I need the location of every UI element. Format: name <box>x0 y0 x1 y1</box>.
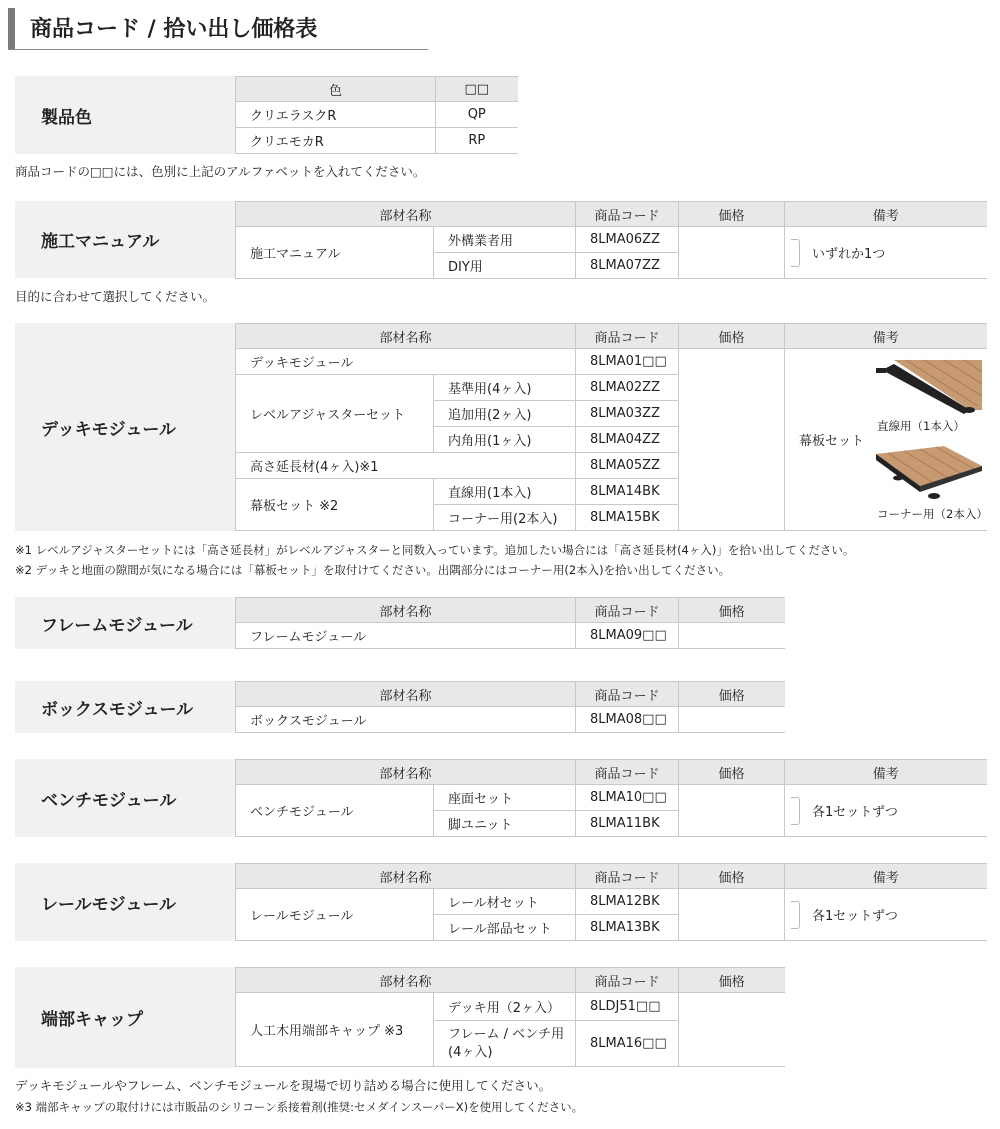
item-sub: DIY用 <box>434 253 576 279</box>
item-code: 8LDJ51□□ <box>576 993 679 1021</box>
manual-table <box>235 201 987 279</box>
header-code-suffix: □□ <box>436 77 518 102</box>
item-sub: 追加用(2ヶ入) <box>434 401 576 427</box>
manual-note: 目的に合わせて選択してください。 <box>15 289 216 304</box>
price-cell <box>679 349 785 531</box>
header-price: 価格 <box>679 202 785 227</box>
header-remark: 備考 <box>785 760 987 785</box>
header-price: 価格 <box>679 864 785 889</box>
item-name: 幕板セット ※2 <box>236 479 434 531</box>
remark-text: いずれか1つ <box>812 247 886 262</box>
section-label-color: 製品色 <box>15 76 235 154</box>
remark-text: 各1セットずつ <box>812 909 898 924</box>
item-code: 8LMA07ZZ <box>576 253 679 279</box>
deck-note-1: ※1 レベルアジャスターセットには「高さ延長材」がレベルアジャスターと同数入っています。追加したい場合には「高さ延長材(4ヶ入)」を拾い出してください。 <box>15 543 855 557</box>
remark-cell <box>785 227 987 279</box>
cap-table <box>235 967 785 1067</box>
cap-note-2: ※3 端部キャップの取付けには市販品のシリコーン系接着剤(推奨:セメダインスーパーX)を使用してください。 <box>15 1100 584 1114</box>
header-price: 価格 <box>679 598 785 623</box>
item-name: フレームモジュール <box>236 623 576 649</box>
item-sub: レール材セット <box>434 889 576 915</box>
header-name: 部材名称 <box>236 968 576 993</box>
header-price: 価格 <box>679 682 785 707</box>
item-sub: 座面セット <box>434 785 576 811</box>
remark-text: 幕板セット <box>799 434 865 449</box>
page-title: 商品コード / 拾い出し価格表 <box>30 17 318 42</box>
brace-mark <box>791 797 800 825</box>
header-code: 商品コード <box>576 760 679 785</box>
page-header <box>8 8 428 50</box>
item-sub: 外構業者用 <box>434 227 576 253</box>
title-underline <box>8 49 428 50</box>
item-code: 8LMA03ZZ <box>576 401 679 427</box>
remark-cell <box>785 785 987 837</box>
price-cell <box>679 889 785 941</box>
color-name: クリエモカR <box>236 128 436 154</box>
header-name: 部材名称 <box>236 598 576 623</box>
frame-table <box>235 597 785 649</box>
brace-mark <box>791 239 800 267</box>
item-code: 8LMA12BK <box>576 889 679 915</box>
item-name: デッキモジュール <box>236 349 576 375</box>
item-code: 8LMA02ZZ <box>576 375 679 401</box>
section-label-deck: デッキモジュール <box>15 323 235 531</box>
header-code: 商品コード <box>576 682 679 707</box>
color-code: RP <box>436 128 518 154</box>
item-sub: フレーム / ベンチ用 (4ヶ入) <box>434 1021 576 1067</box>
item-code: 8LMA14BK <box>576 479 679 505</box>
header-name: 部材名称 <box>236 760 576 785</box>
item-sub: 基準用(4ヶ入) <box>434 375 576 401</box>
rail-table <box>235 863 987 941</box>
cap-note-1: デッキモジュールやフレーム、ベンチモジュールを現場で切り詰める場合に使用してください。 <box>15 1078 552 1093</box>
header-remark: 備考 <box>785 864 987 889</box>
item-code: 8LMA15BK <box>576 505 679 531</box>
item-code: 8LMA10□□ <box>576 785 679 811</box>
header-price: 価格 <box>679 968 785 993</box>
item-sub: レール部品セット <box>434 915 576 941</box>
price-cell <box>679 707 785 733</box>
item-name: 高さ延長材(4ヶ入)※1 <box>236 453 576 479</box>
item-sub: 直線用(1本入) <box>434 479 576 505</box>
color-name: クリエラスクR <box>236 102 436 128</box>
section-label-cap: 端部キャップ <box>15 967 235 1068</box>
skirt-straight-caption: 直線用（1本入） <box>877 419 965 433</box>
item-sub: デッキ用（2ヶ入） <box>434 993 576 1021</box>
header-remark: 備考 <box>785 324 987 349</box>
item-code: 8LMA13BK <box>576 915 679 941</box>
header-price: 価格 <box>679 760 785 785</box>
color-code: QP <box>436 102 518 128</box>
header-remark: 備考 <box>785 202 987 227</box>
section-label-rail: レールモジュール <box>15 863 235 941</box>
item-name: 施工マニュアル <box>236 227 434 279</box>
item-code: 8LMA01□□ <box>576 349 679 375</box>
color-table <box>235 76 518 154</box>
skirt-corner-caption: コーナー用（2本入） <box>877 507 988 521</box>
deck-note-2: ※2 デッキと地面の隙間が気になる場合には「幕板セット」を取付けてください。出隅部分にはコーナー用(2本入)を拾い出してください。 <box>15 563 731 577</box>
item-name: レールモジュール <box>236 889 434 941</box>
header-code: 商品コード <box>576 864 679 889</box>
item-sub: 内角用(1ヶ入) <box>434 427 576 453</box>
section-label-box: ボックスモジュール <box>15 681 235 733</box>
header-name: 部材名称 <box>236 202 576 227</box>
item-code: 8LMA11BK <box>576 811 679 837</box>
header-code: 商品コード <box>576 324 679 349</box>
header-color: 色 <box>236 77 436 102</box>
header-code: 商品コード <box>576 968 679 993</box>
section-label-bench: ベンチモジュール <box>15 759 235 837</box>
remark-cell <box>785 889 987 941</box>
item-code: 8LMA05ZZ <box>576 453 679 479</box>
item-code: 8LMA16□□ <box>576 1021 679 1067</box>
price-cell <box>679 993 785 1067</box>
item-sub: コーナー用(2本入) <box>434 505 576 531</box>
header-code: 商品コード <box>576 202 679 227</box>
price-cell <box>679 623 785 649</box>
price-cell <box>679 785 785 837</box>
item-name: ベンチモジュール <box>236 785 434 837</box>
section-label-frame: フレームモジュール <box>15 597 235 649</box>
item-name: ボックスモジュール <box>236 707 576 733</box>
header-code: 商品コード <box>576 598 679 623</box>
box-table <box>235 681 785 733</box>
item-code: 8LMA09□□ <box>576 623 679 649</box>
skirt-corner-illustration <box>874 444 984 504</box>
remark-text: 各1セットずつ <box>812 805 898 820</box>
item-sub: 脚ユニット <box>434 811 576 837</box>
brace-mark <box>791 901 800 929</box>
skirt-straight-illustration <box>874 356 984 416</box>
header-price: 価格 <box>679 324 785 349</box>
item-code: 8LMA06ZZ <box>576 227 679 253</box>
color-note: 商品コードの□□には、色別に上記のアルファベットを入れてください。 <box>15 164 426 179</box>
header-name: 部材名称 <box>236 324 576 349</box>
price-cell <box>679 227 785 279</box>
header-name: 部材名称 <box>236 682 576 707</box>
item-name: 人工木用端部キャップ ※3 <box>236 993 434 1067</box>
bench-table <box>235 759 987 837</box>
header-name: 部材名称 <box>236 864 576 889</box>
item-code: 8LMA08□□ <box>576 707 679 733</box>
item-name: レベルアジャスターセット <box>236 375 434 453</box>
title-accent-bar <box>8 8 15 50</box>
item-code: 8LMA04ZZ <box>576 427 679 453</box>
section-label-manual: 施工マニュアル <box>15 201 235 278</box>
